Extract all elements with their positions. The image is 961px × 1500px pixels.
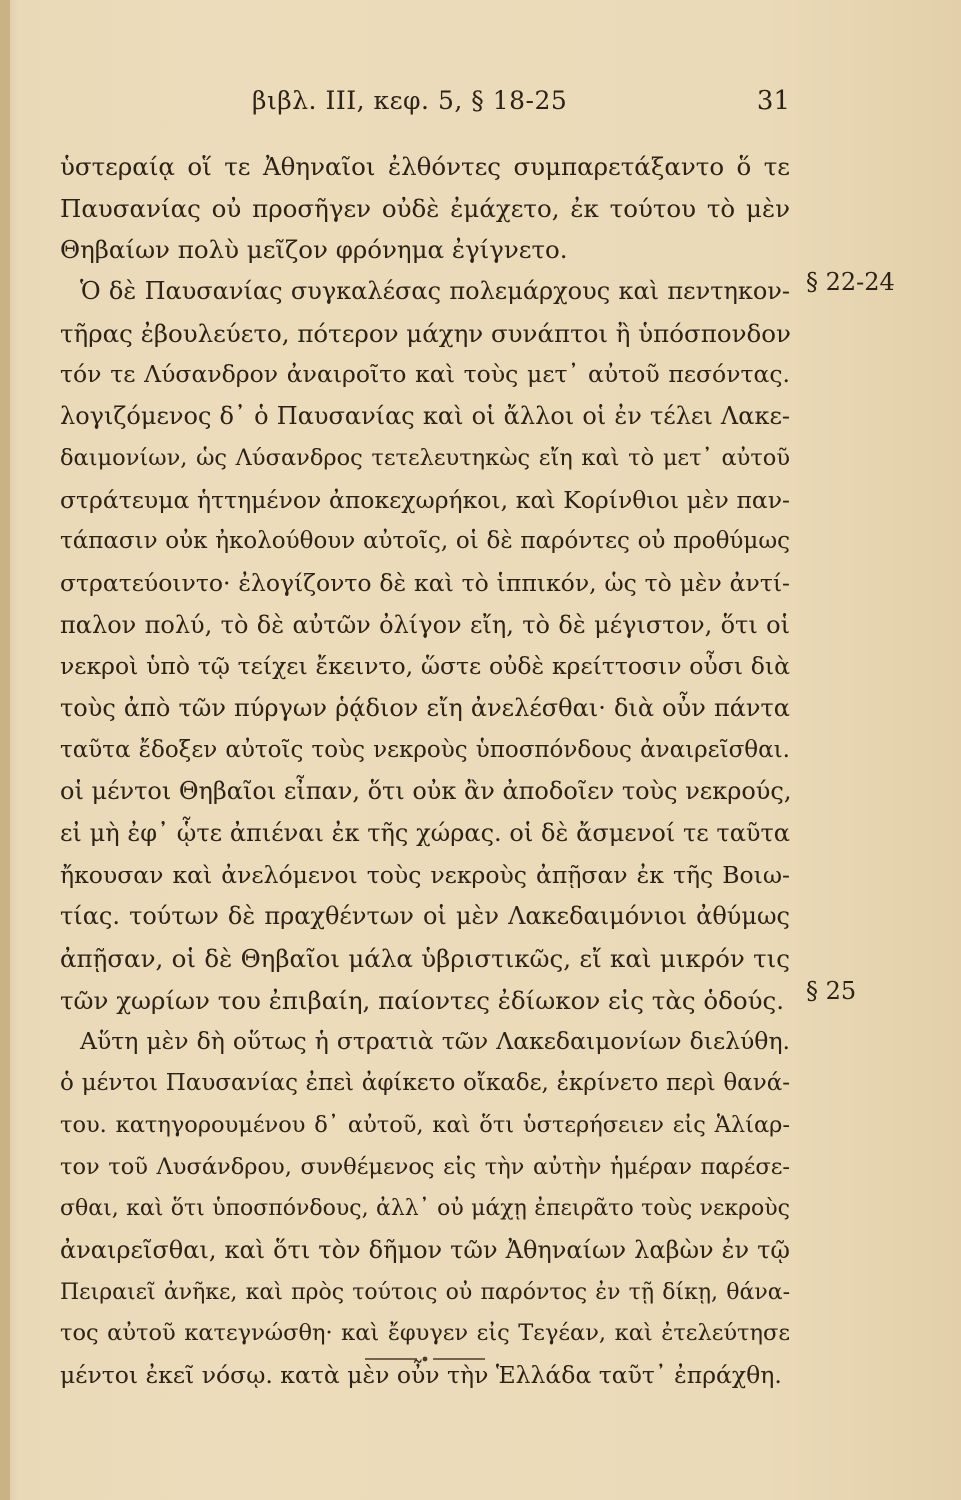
text-line: ἀπῇσαν, οἱ δὲ Θηβαῖοι μάλα ὑβριστικῶς, εἴ καὶ μικρόν τις [60, 944, 790, 974]
page-spine-edge [0, 0, 10, 1500]
text-line: στράτευμα ἡττημένον ἀποκεχωρήκοι, καὶ Κορίνθιοι μὲν παν- [60, 485, 790, 514]
text-line: τος αὐτοῦ κατεγνώσθη· καὶ ἔφυγεν εἰς Τεγέαν, καὶ ἐτελεύτησε [60, 1320, 790, 1347]
text-line: ἤκουσαν καὶ ἀνελόμενοι τοὺς νεκροὺς ἀπῇσαν ἐκ τῆς Βοιω- [60, 860, 790, 889]
text-line: τίας. τούτων δὲ πραχθέντων οἱ μὲν Λακεδαιμόνιοι ἀθύμως [60, 902, 790, 931]
text-line: Παυσανίας οὐ προσῆγεν οὐδὲ ἐμάχετο, ἐκ τούτου τὸ μὲν [60, 193, 790, 223]
text-line: σθαι, καὶ ὅτι ὑποσπόνδους, ἀλλ᾽ οὐ μάχῃ ἐπειρᾶτο τοὺς νεκροὺς [60, 1196, 790, 1222]
text-line: Πειραιεῖ ἀνῆκε, καὶ πρὸς τούτοις οὐ παρόντος ἐν τῇ δίκῃ, θάνα- [60, 1279, 790, 1305]
end-ornament [60, 1354, 790, 1364]
text-line: τῶν χωρίων του ἐπιβαίη, παίοντες ἐδίωκον εἰς τὰς ὁδούς. [60, 985, 785, 1015]
running-head: βιβλ. ΙΙΙ, κεφ. 5, § 18-25 [252, 86, 568, 115]
text-line: μέντοι ἐκεῖ νόσῳ. κατὰ μὲν οὖν τὴν Ἑλλάδα ταῦτ᾽ ἐπράχθη. [60, 1360, 782, 1389]
text-line: δαιμονίων, ὡς Λύσανδρος τετελευτηκὼς εἴη καὶ τὸ μετ᾽ αὐτοῦ [60, 444, 790, 471]
text-line: εἰ μὴ ἐφ᾽ ᾧτε ἀπιέναι ἐκ τῆς χώρας. οἱ δὲ ἄσμενοί τε ταῦτα [60, 819, 790, 847]
text-line: Αὕτη μὲν δὴ οὕτως ἡ στρατιὰ τῶν Λακεδαιμονίων διελύθη. [80, 1027, 790, 1056]
text-line: ταῦτα ἔδοξεν αὐτοῖς τοὺς νεκροὺς ὑποσπόνδους ἀναιρεῖσθαι. [60, 736, 790, 763]
text-line: τον τοῦ Λυσάνδρου, συνθέμενος εἰς τὴν αὐτὴν ἡμέραν παρέσε- [60, 1153, 790, 1180]
page-header [252, 86, 790, 120]
text-line: ἀναιρεῖσθαι, καὶ ὅτι τὸν δῆμον τῶν Ἀθηναίων λαβὼν ἐν τῷ [60, 1235, 790, 1264]
text-line: νεκροὶ ὑπὸ τῷ τείχει ἔκειντο, ὥστε οὐδὲ κρείττοσιν οὖσι διὰ [60, 652, 790, 681]
text-line: τάπασιν οὐκ ἠκολούθουν αὐτοῖς, οἱ δὲ παρόντες οὐ προθύμως [60, 528, 790, 555]
text-line: Θηβαίων πολὺ μεῖζον φρόνημα ἐγίγνετο. [60, 235, 568, 265]
page-number: 31 [756, 86, 790, 116]
text-line: ὁ μέντοι Παυσανίας ἐπεὶ ἀφίκετο οἴκαδε, ἐκρίνετο περὶ θανά- [60, 1070, 790, 1097]
text-line: λογιζόμενος δ᾽ ὁ Παυσανίας καὶ οἱ ἄλλοι οἱ ἐν τέλει Λακε- [60, 402, 790, 431]
text-line: οἱ μέντοι Θηβαῖοι εἶπαν, ὅτι οὐκ ἂν ἀποδοῖεν τοὺς νεκρούς, [60, 777, 792, 806]
body-text [60, 146, 790, 1397]
text-line: Ὁ δὲ Παυσανίας συγκαλέσας πολεμάρχους καὶ πεντηκον- [80, 277, 790, 306]
text-line: του. κατηγορουμένου δ᾽ αὐτοῦ, καὶ ὅτι ὑστερήσειεν εἰς Ἁλίαρ- [60, 1111, 790, 1138]
text-line: στρατεύοιντο· ἐλογίζοντο δὲ καὶ τὸ ἱππικόν, ὡς τὸ μὲν ἀντί- [60, 568, 790, 597]
text-line: παλον πολύ, τὸ δὲ αὐτῶν ὀλίγον εἴη, τὸ δὲ μέγιστον, ὅτι οἱ [60, 610, 790, 639]
text-line: τοὺς ἀπὸ τῶν πύργων ῥᾴδιον εἴη ἀνελέσθαι· διὰ οὖν πάντα [60, 693, 790, 722]
text-line: τῆρας ἐβουλεύετο, πότερον μάχην συνάπτοι ἢ ὑπόσπονδον [60, 318, 791, 348]
margin-section-note: § 25 [806, 977, 857, 1005]
margin-section-note: § 22-24 [806, 268, 895, 296]
text-line: τόν τε Λύσανδρον ἀναιροῖτο καὶ τοὺς μετ᾽ αὐτοῦ πεσόντας. [60, 360, 790, 389]
ornament-rule-icon [365, 1354, 485, 1364]
text-line: ὑστεραίᾳ οἵ τε Ἀθηναῖοι ἐλθόντες συμπαρετάξαντο ὅ τε [60, 152, 790, 181]
